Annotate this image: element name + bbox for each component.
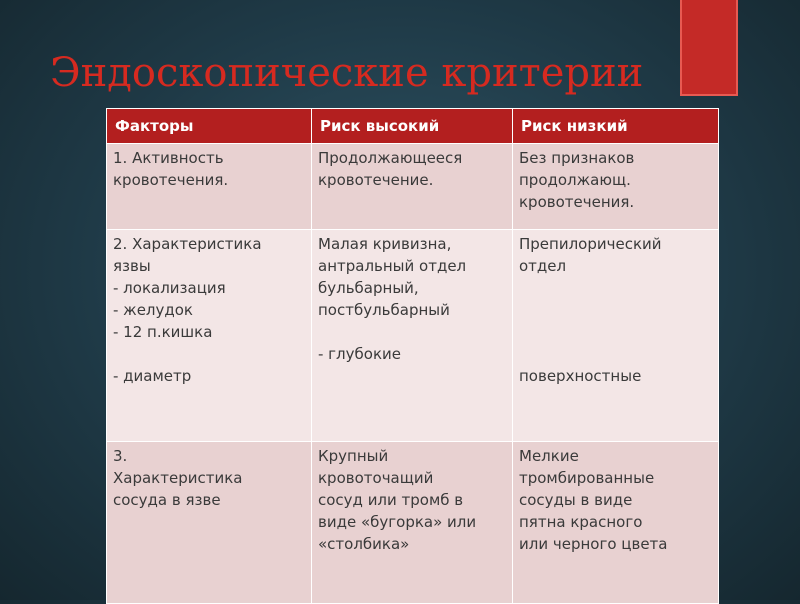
header-high-risk: Риск высокий [312, 109, 513, 144]
table-cell: Мелкие тромбированные сосуды в виде пятна красного или черного цвета [513, 442, 719, 604]
table-cell: 3. Характеристика сосуда в язве [107, 442, 312, 604]
table-cell: Продолжающееся кровотечение. [312, 144, 513, 230]
header-factors: Факторы [107, 109, 312, 144]
table-cell: Малая кривизна, антральный отдел бульбарный, постбульбарный - глубокие [312, 230, 513, 442]
slide-title: Эндоскопические критерии [50, 50, 644, 96]
accent-bar [680, 0, 738, 96]
criteria-table [106, 108, 719, 604]
table-row [107, 144, 719, 230]
table-row [107, 442, 719, 604]
table-header-row [107, 109, 719, 144]
header-low-risk: Риск низкий [513, 109, 719, 144]
table-cell: Без признаков продолжающ. кровотечения. [513, 144, 719, 230]
table-cell: Крупный кровоточащий сосуд или тромб в виде «бугорка» или «столбика» [312, 442, 513, 604]
table-cell: 2. Характеристика язвы - локализация - желудок - 12 п.кишка - диаметр [107, 230, 312, 442]
table-cell: Препилорический отдел поверхностные [513, 230, 719, 442]
table-row [107, 230, 719, 442]
table-cell: 1. Активность кровотечения. [107, 144, 312, 230]
